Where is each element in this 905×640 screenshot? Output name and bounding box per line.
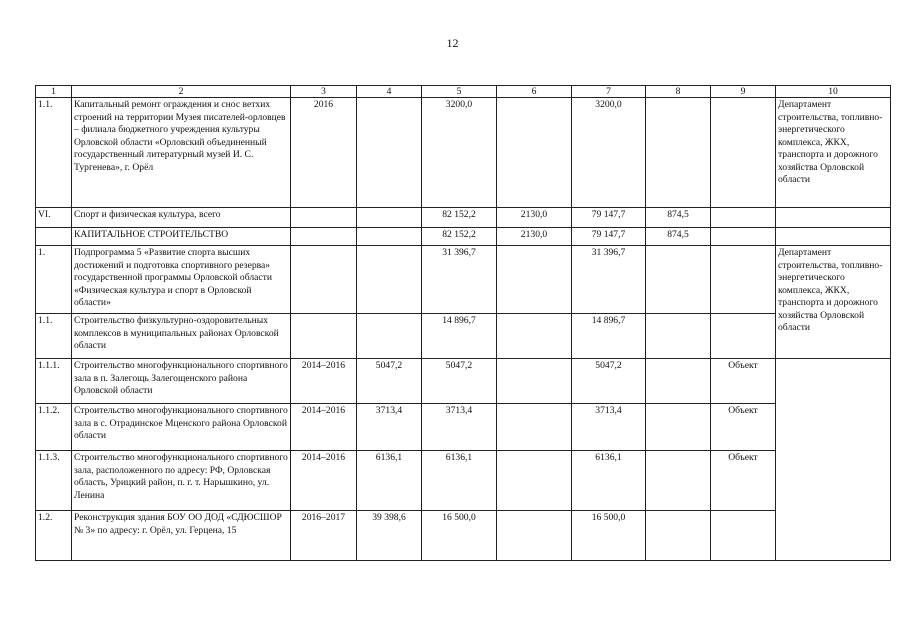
row-executor-empty <box>776 359 891 561</box>
header-cell: 4 <box>357 86 422 98</box>
row-years: 2016 <box>291 98 357 208</box>
row-unit: Объект <box>711 404 776 451</box>
row-cost: 3713,4 <box>357 404 422 451</box>
header-cell: 6 <box>497 86 572 98</box>
row-local <box>646 404 711 451</box>
row-local <box>646 511 711 561</box>
row-name: Спорт и физическая культура, всего <box>72 208 291 228</box>
row-number: 1.2. <box>36 511 72 561</box>
page-number: 12 <box>446 36 459 50</box>
row-years: 2014–2016 <box>291 359 357 404</box>
row-total: 82 152,2 <box>422 228 497 246</box>
row-federal <box>497 314 572 359</box>
row-unit: Объект <box>711 451 776 511</box>
row-name: КАПИТАЛЬНОЕ СТРОИТЕЛЬСТВО <box>72 228 291 246</box>
row-executor: Департамент строительства, топливно-энергетического комплекса, ЖКХ, транспорта и дорожного хозяйства Орловской области <box>776 246 891 359</box>
row-regional: 79 147,7 <box>572 208 646 228</box>
table-header-row <box>36 86 891 98</box>
row-total: 3200,0 <box>422 98 497 208</box>
table-row <box>36 359 891 404</box>
row-cost <box>357 314 422 359</box>
row-number: 1.1.1. <box>36 359 72 404</box>
row-number: 1.1.3. <box>36 451 72 511</box>
row-total: 31 396,7 <box>422 246 497 314</box>
row-regional: 5047,2 <box>572 359 646 404</box>
row-local <box>646 246 711 314</box>
row-regional: 14 896,7 <box>572 314 646 359</box>
row-cost <box>357 246 422 314</box>
row-unit <box>711 228 776 246</box>
header-cell: 5 <box>422 86 497 98</box>
row-total: 3713,4 <box>422 404 497 451</box>
row-total: 5047,2 <box>422 359 497 404</box>
row-years: 2014–2016 <box>291 451 357 511</box>
row-cost <box>357 208 422 228</box>
row-federal <box>497 404 572 451</box>
row-regional: 3713,4 <box>572 404 646 451</box>
row-years <box>291 208 357 228</box>
row-years: 2014–2016 <box>291 404 357 451</box>
row-number <box>36 228 72 246</box>
header-cell: 8 <box>646 86 711 98</box>
header-cell: 1 <box>36 86 72 98</box>
row-regional: 16 500,0 <box>572 511 646 561</box>
row-federal <box>497 246 572 314</box>
row-federal <box>497 98 572 208</box>
row-years <box>291 314 357 359</box>
row-federal <box>497 511 572 561</box>
row-executor: Департамент строительства, топливно-энергетического комплекса, ЖКХ, транспорта и дорожного хозяйства Орловской области <box>776 98 891 208</box>
row-years <box>291 246 357 314</box>
row-regional: 79 147,7 <box>572 228 646 246</box>
row-cost: 5047,2 <box>357 359 422 404</box>
row-unit <box>711 208 776 228</box>
row-regional: 3200,0 <box>572 98 646 208</box>
table-row <box>36 228 891 246</box>
row-regional: 6136,1 <box>572 451 646 511</box>
row-total: 6136,1 <box>422 451 497 511</box>
header-cell: 7 <box>572 86 646 98</box>
table-row <box>36 208 891 228</box>
row-name: Реконструкция здания БОУ ОО ДОД «СДЮСШОР № 3» по адресу: г. Орёл, ул. Герцена, 15 <box>72 511 291 561</box>
row-executor <box>776 208 891 228</box>
row-number: 1.1. <box>36 314 72 359</box>
table-row <box>36 98 891 208</box>
row-number: 1.1.2. <box>36 404 72 451</box>
row-federal <box>497 359 572 404</box>
row-unit <box>711 98 776 208</box>
row-name: Капитальный ремонт ограждения и снос ветхих строений на территории Музея писателей-орловцев – филиала бюджетного учреждения культуры Орловской области «Орловский объединенный государственный литературный музей И. С. Тургенева», г. Орёл <box>72 98 291 208</box>
row-local <box>646 359 711 404</box>
row-local <box>646 451 711 511</box>
row-cost: 39 398,6 <box>357 511 422 561</box>
row-years <box>291 228 357 246</box>
row-total: 82 152,2 <box>422 208 497 228</box>
row-local <box>646 314 711 359</box>
table-row <box>36 314 891 359</box>
row-number: 1.1. <box>36 98 72 208</box>
row-total: 16 500,0 <box>422 511 497 561</box>
row-name: Строительство многофункционального спортивного зала, расположенного по адресу: РФ, Орловская область, Урицкий район, п. г. т. Нарышкино, ул. Ленина <box>72 451 291 511</box>
program-table <box>35 85 891 561</box>
table-row <box>36 246 891 314</box>
row-cost: 6136,1 <box>357 451 422 511</box>
table-row <box>36 511 891 561</box>
header-cell: 10 <box>776 86 891 98</box>
table-row <box>36 451 891 511</box>
row-federal: 2130,0 <box>497 228 572 246</box>
table-row <box>36 404 891 451</box>
row-name: Строительство многофункционального спортивного зала в с. Отрадинское Мценского района Орловской области <box>72 404 291 451</box>
row-local <box>646 98 711 208</box>
row-unit: Объект <box>711 359 776 404</box>
row-local: 874,5 <box>646 228 711 246</box>
row-years: 2016–2017 <box>291 511 357 561</box>
row-unit <box>711 511 776 561</box>
row-total: 14 896,7 <box>422 314 497 359</box>
row-unit <box>711 314 776 359</box>
row-name: Строительство многофункционального спортивного зала в п. Залегощь Залегощенского района Орловской области <box>72 359 291 404</box>
row-regional: 31 396,7 <box>572 246 646 314</box>
row-name: Строительство физкультурно-оздоровительных комплексов в муниципальных районах Орловской области <box>72 314 291 359</box>
row-number: 1. <box>36 246 72 314</box>
row-cost <box>357 98 422 208</box>
row-local: 874,5 <box>646 208 711 228</box>
row-federal <box>497 451 572 511</box>
header-cell: 3 <box>291 86 357 98</box>
row-federal: 2130,0 <box>497 208 572 228</box>
header-cell: 9 <box>711 86 776 98</box>
header-cell: 2 <box>72 86 291 98</box>
row-executor <box>776 228 891 246</box>
row-unit <box>711 246 776 314</box>
row-name: Подпрограмма 5 «Развитие спорта высших достижений и подготовка спортивного резерва» государственной программы Орловской области «Физическая культура и спорт в Орловской области» <box>72 246 291 314</box>
row-cost <box>357 228 422 246</box>
row-number: VI. <box>36 208 72 228</box>
